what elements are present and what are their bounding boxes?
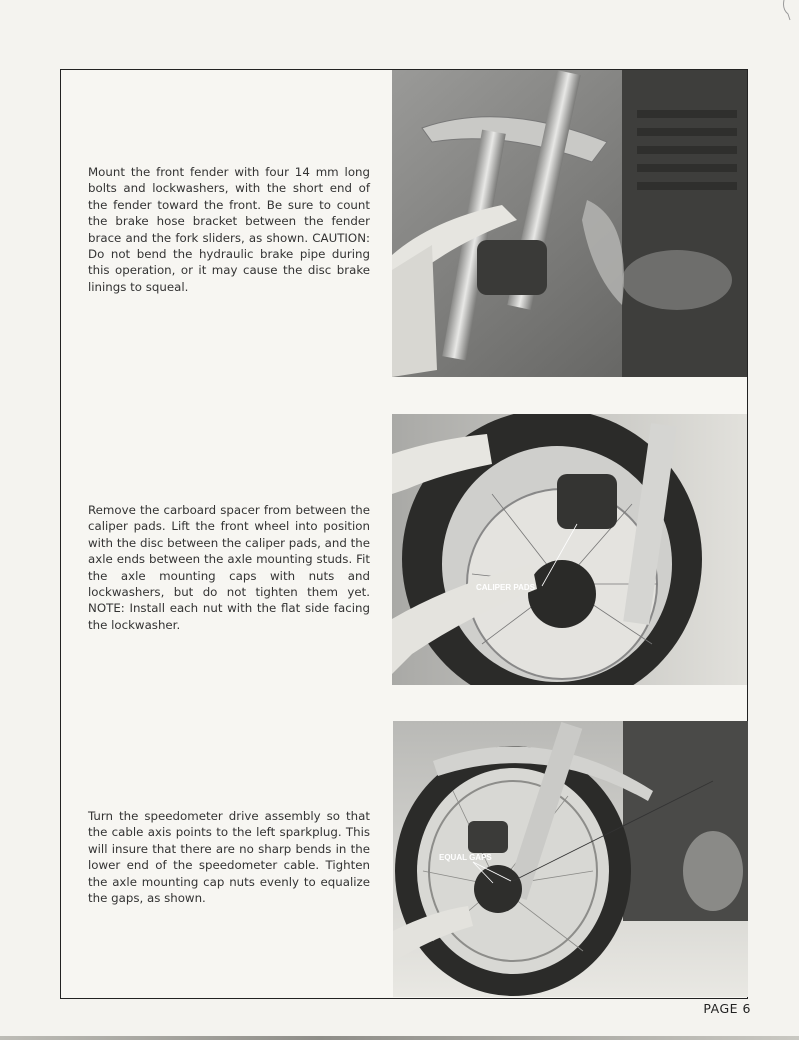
equal-gaps-label: EQUAL GAPS (439, 853, 492, 862)
photo-caliper-pads (392, 414, 747, 685)
photo-equal-gaps (393, 721, 748, 997)
instruction-paragraph-front-wheel: Remove the carboard spacer from between the caliper pads. Lift the front wheel into position with the disc between the caliper pads, and the axle ends between the axle mounting studs. Fit the axle mounting caps with nuts and lockwashers, but do not tighten them yet. NOTE: Install each nut with the flat side facing the lockwasher. (88, 503, 370, 632)
scan-bottom-edge (0, 1036, 799, 1040)
caliper-pads-label: CALIPER PADS (476, 583, 535, 592)
instruction-paragraph-fender: Mount the front fender with four 14 mm long bolts and lockwashers, with the short end of the fender toward the front. Be sure to count the brake hose bracket between the fender brace and the fork sliders, as shown. CAUTION: Do not bend the hydraulic brake pipe during this operation, or it may cause the disc brake linings to squeal. (88, 165, 370, 294)
scan-edge-mark (780, 0, 799, 26)
photo-front-fender-mounting (392, 70, 747, 377)
page-number: PAGE 6 (703, 1001, 751, 1016)
instruction-paragraph-speedometer: Turn the speedometer drive assembly so that the cable axis points to the left sparkplug. This will insure that there are no sharp bends in the lower end of the speedometer cable. Tighten the axle mounting cap nuts evenly to equalize the gaps, as shown. (88, 809, 370, 906)
